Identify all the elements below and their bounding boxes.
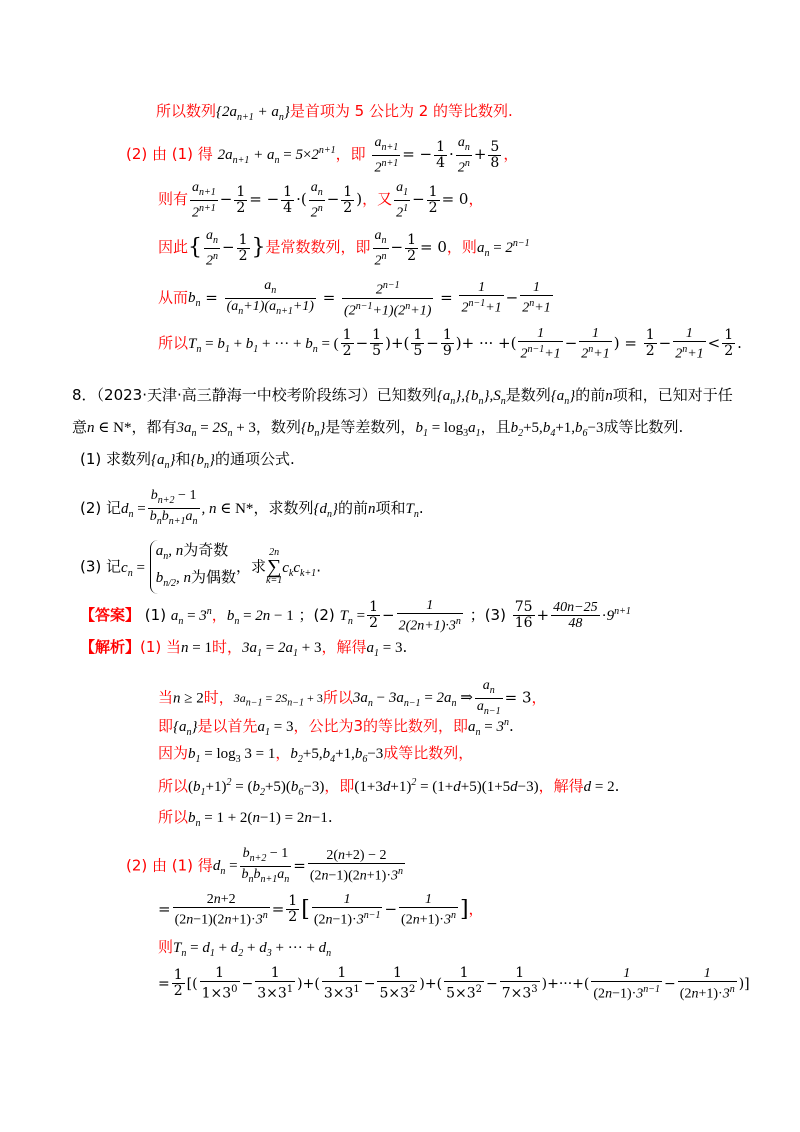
question-8-line-2: 意n ∈ N*，都有$3a_n = 2S_n + 3$，数列$\{b_n\}$是等差数列，$b_1 = \log_3a_1$，且$b_2+5,b_4+1,b_6-3$成等比数列. [72, 418, 684, 439]
analysis-line-3: 即$\{a_n\}$是以首先$a_1 = 3$，公比为3的等比数列，即$a_n = 3^n$. [158, 717, 514, 738]
part2-line-4: 从而$b_n$ = $\frac{a_n}{(a_n+1)(a_{n+1}+1)}$ = $\frac{2^{n-1}}{(2^{n-1}+1)(2^n+1)}$ = $\frac{1}{2^{n-1}+1}$ − $\frac{1}{2^n+1}$ [158, 278, 551, 319]
analysis-line-5: 所以$(b_1+1)^2 = (b_2+5)(b_6-3)$，即$(1+3d+1)^2 = (1+d+5)(1+5d-3)$，解得d = 2. [158, 777, 620, 798]
analysis-line-4: 因为$b_1 = \log_3 3 = 1$，$b_2+5,b_4+1,b_6-3$成等比数列， [158, 744, 474, 765]
part2-line-3: 因此{ $\frac{a_n}{2^n}$ − $\frac{1}{2}$ }是常数数列，即 $\frac{a_n}{2^n}$ − $\frac{1}{2}$ = 0，则$a_n = 2^{n-1}$ [158, 228, 530, 269]
analysis-line-6: 所以$b_n = 1 + 2(n-1) = 2n-1$. [158, 808, 333, 829]
analysis-line-9: 则$T_n = d_1 + d_2 + d_3$ + ··· + $d_n$ [158, 938, 332, 959]
question-8-line-1: 8．（2023·天津·高三静海一中校考阶段练习）已知数列$\{a_n\},\{b_n\},S_n$是数列$\{a_n\}$的前n项和，已知对于任 [72, 386, 733, 407]
analysis-line-1: 【解析】(1) 当n = 1时，$3a_1 = 2a_1 + 3$，解得$a_1 = 3$. [80, 638, 408, 659]
conclusion-line-1: 所以数列$\{2a_{n+1} + a_n\}$是首项为 5 公比为 2 的等比数列. [156, 102, 513, 123]
question-8-item-3: (3) 记$c_n$ = $a_n$, n为奇数 $b_{n/2}$, n为偶数 ，求2n ∑ $k=1c_kc_{k+1}$. [80, 540, 321, 594]
question-8-item-1: (1) 求数列$\{a_n\}$和$\{b_n\}$的通项公式. [80, 450, 295, 471]
question-8-item-2: (2) 记$d_n$ = $\frac{b_{n+2} - 1}{b_nb_{n+1}a_n}$ , n ∈ N*，求数列$\{d_n\}$的前n项和$T_n$. [80, 488, 424, 527]
part2-line-5: 所以$T_n = b_1 + b_1$ + ··· + $b_n$ = ( $\frac{1}{2}$ − $\frac{1}{5}$ )+( $\frac{1}{5}$ − $\frac{1}{9}$ )+ ··· +( $\frac{1}{2^{n-1}+1}$ − $\frac{1}{2^n+1}$ ) = $\frac{1}{2}$ − $\frac{1}{2^n+1}$ < $\frac{1}{2}$ . [158, 326, 742, 362]
analysis-line-8: = $\frac{2n+2}{(2n-1)(2n+1)\cdot 3^n}$ = $\frac{1}{2}$ [ $\frac{1}{(2n-1)\cdot 3^{n-1}}$ − $\frac{1}{(2n+1)\cdot 3^n}$ ]， [158, 892, 484, 928]
analysis-line-10: = $\frac{1}{2}$ [( $\frac{1}{1\times 3^0}$ − $\frac{1}{3\times 3^1}$ )+( $\frac{1}{3\times 3^1}$ − $\frac{1}{5\times 3^2}$ )+( $\frac{1}{5\times 3^2}$ − $\frac{1}{7\times 3^3}$ )+···+( $\frac{1}{(2n-1)\cdot 3^{n-1}}$ − $\frac{1}{(2n+1)\cdot 3^n}$ )] [158, 965, 750, 1002]
part2-line-2: 则有 $\frac{a_{n+1}}{2^{n+1}}$ − $\frac{1}{2}$ = − $\frac{1}{4}$ ·( $\frac{a_n}{2^n}$ − $\frac{1}{2}$ )，又 $\frac{a_1}{2^1}$ − $\frac{1}{2}$ = 0， [158, 180, 484, 221]
answer-line: 【答案】 (1) $a_n = 3^n$，$b_n = 2n - 1$ ；(2) $T_n$ = $\frac{1}{2}$ − $\frac{1}{2(2n+1)\cdot 3^n}$ ；(3) $\frac{75}{16}$ + $\frac{40n-25}{48}$ $\cdot 9^{n+1}$ [80, 598, 631, 634]
analysis-line-2: 当n ≥ 2时，$3a_{n-1} = 2S_{n-1} + 3$所以$3a_n - 3a_{n-1} = 2a_n$ ⇒ $\frac{a_n}{a_{n-1}}$ = 3， [158, 678, 547, 717]
analysis-line-7: (2) 由 (1) 得$d_n$ = $\frac{b_{n+2} - 1}{b_nb_{n+1}a_n}$ = $\frac{2(n+2) - 2}{(2n-1)(2n+1)\cdot 3^n}$ [126, 846, 403, 885]
part2-line-1: (2) 由 (1) 得 $2a_{n+1} + a_n = 5\times 2^{n+1}$，即 $\frac{a_{n+1}}{2^{n+1}}$ = − $\frac{1}{4}$ · $\frac{a_n}{2^n}$ + $\frac{5}{8}$ ， [126, 135, 519, 176]
